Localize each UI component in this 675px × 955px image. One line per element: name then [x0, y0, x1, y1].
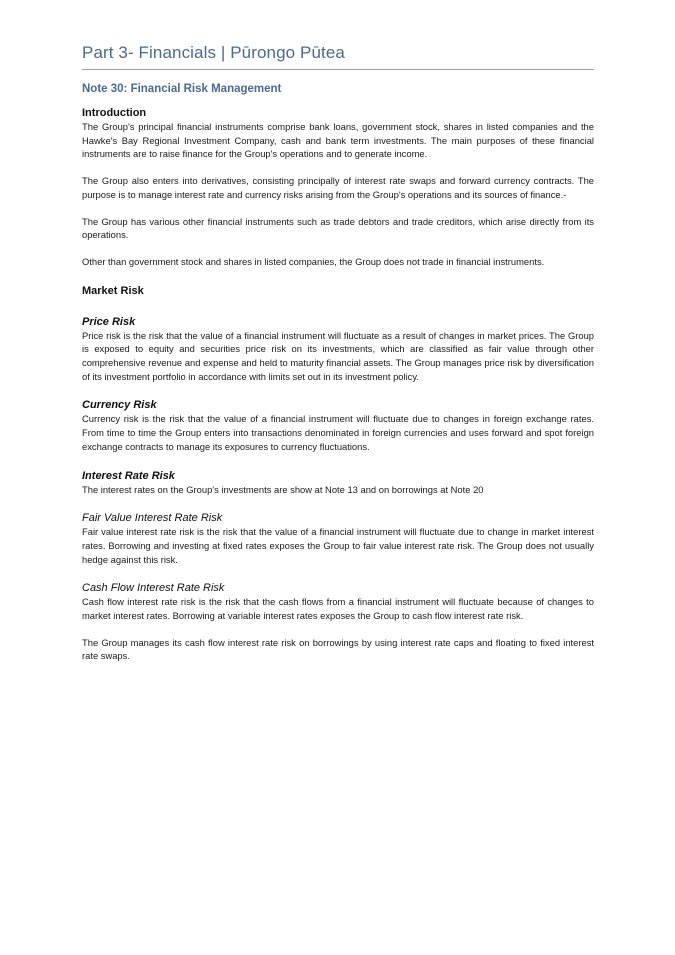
price-risk-heading: Price Risk [82, 315, 136, 328]
introduction-paragraph-2: The Group also enters into derivatives, consisting principally of interest rate swaps and forward currency contracts. The purpose is to manage interest rate and currency risks arising from the Group's operations and its sources of finance.- [82, 175, 594, 200]
cash-flow-interest-rate-risk-heading: Cash Flow Interest Rate Risk [82, 582, 225, 595]
introduction-paragraph-1: The Group's principal financial instruments comprise bank loans, government stock, shares in listed companies and the Hawke's Bay Regional Investment Company, cash and bank term investments. The main purposes of these financial instruments are to raise finance for the Group's operations and to generate income. [82, 121, 594, 160]
cash-flow-interest-rate-risk-paragraph-1: Cash flow interest rate risk is the risk that the cash flows from a financial instrument will fluctuate because of changes to market interest rates. Borrowing at variable interest rates exposes the Group to cash flow interest rate risk. [82, 596, 594, 622]
note-content [82, 82, 594, 663]
currency-risk-heading: Currency Risk [82, 399, 157, 412]
note-title: Note 30: Financial Risk Management [82, 83, 282, 95]
introduction-paragraph-4: Other than government stock and shares in listed companies, the Group does not trade in financial instruments. [82, 255, 545, 267]
price-risk-text: Price risk is the risk that the value of a financial instrument will fluctuate as a result of changes in market prices. The Group is exposed to equity and securities price risk on its investments, which are classified as fair value through other comprehensive revenue and expense and held to maturity financial assets. The Group manages price risk by diversification of its investment portfolio in accordance with limits set out in its investment policy. [82, 329, 594, 382]
cash-flow-interest-rate-risk-paragraph-2: The Group manages its cash flow interest rate risk on borrowings by using interest rate caps and floating to fixed interest rate swaps. [82, 636, 594, 662]
header-divider [82, 69, 594, 70]
currency-risk-text: Currency risk is the risk that the value of a financial instrument will fluctuate due to changes in foreign exchange rates. From time to time the Group enters into transactions denominated in foreign currencies and uses forward and spot foreign exchange contracts to manage its exposures to currency fluctuations. [82, 413, 594, 452]
introduction-heading: Introduction [82, 107, 147, 119]
fair-value-interest-rate-risk-heading: Fair Value Interest Rate Risk [82, 512, 223, 525]
market-risk-heading: Market Risk [82, 284, 144, 297]
interest-rate-risk-text: The interest rates on the Group's investments are show at Note 13 and on borrowings at Note 20 [82, 483, 484, 495]
page-header-title: Part 3- Financials | Pūrongo Pūtea [82, 43, 345, 62]
introduction-paragraph-3: The Group has various other financial instruments such as trade debtors and trade creditors, which arise directly from its operations. [82, 215, 594, 241]
fair-value-interest-rate-risk-text: Fair value interest rate risk is the risk that the value of a financial instrument will fluctuate due to change in market interest rates. Borrowing and investing at fixed rates exposes the Group to fair value interest rate risk. The Group does not usually hedge against this risk. [82, 526, 594, 565]
interest-rate-risk-heading: Interest Rate Risk [82, 469, 175, 482]
